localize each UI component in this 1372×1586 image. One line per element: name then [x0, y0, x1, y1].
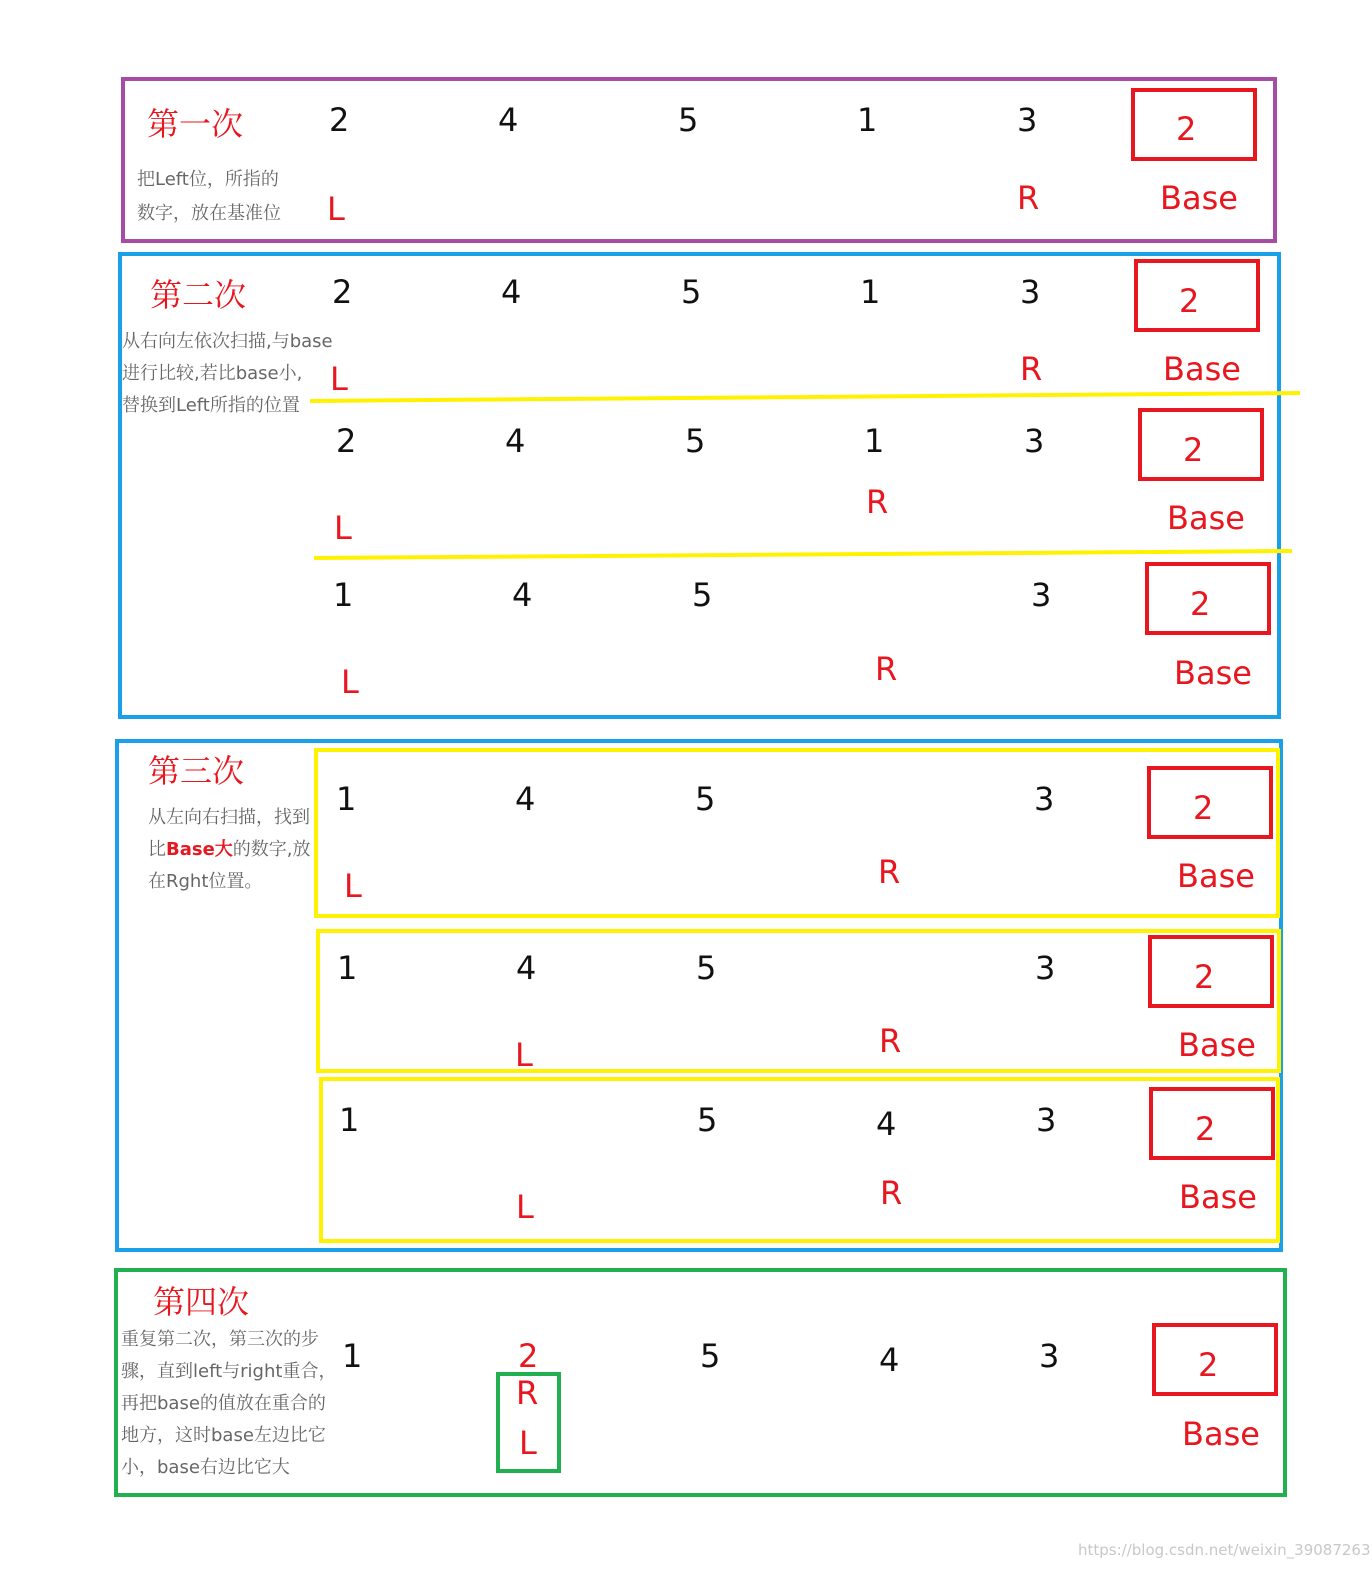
step2-row2-cell-1: 2 [336, 422, 357, 460]
step3-desc-line3: 在Rght位置。 [148, 871, 263, 892]
step2-row3-base-value: 2 [1190, 585, 1211, 623]
step3-desc-line1: 从左向右扫描，找到 [148, 807, 310, 828]
step3-row1-right-pointer: R [878, 853, 901, 891]
step4-desc-line5: 小，base右边比它大 [121, 1457, 290, 1478]
watermark: https://blog.csdn.net/weixin_39087263 [1078, 1541, 1371, 1559]
step3-row3-base-value: 2 [1195, 1110, 1216, 1148]
step3-row3-right-pointer: R [880, 1174, 903, 1212]
step1-base-value: 2 [1176, 110, 1197, 148]
step4-left-pointer: L [519, 1424, 537, 1462]
step1-cell-5: 3 [1017, 101, 1038, 139]
step4-cell-2: 2 [518, 1337, 539, 1375]
step2-row1-base-value: 2 [1179, 282, 1200, 320]
step3-row2-cell-5: 3 [1035, 949, 1056, 987]
step2-row3-right-pointer: R [875, 650, 898, 688]
step3-row3-left-pointer: L [516, 1188, 534, 1226]
step4-desc-line4: 地方，这时base左边比它 [121, 1425, 326, 1446]
step2-row1-right-pointer: R [1020, 350, 1043, 388]
step4-desc-line1: 重复第二次，第三次的步 [121, 1329, 319, 1350]
step2-row1-left-pointer: L [330, 360, 348, 398]
step4-base-label: Base [1182, 1415, 1260, 1453]
step4-cell-3: 5 [700, 1337, 721, 1375]
step2-row2-right-pointer: R [866, 483, 889, 521]
step2-row3-cell-3: 5 [692, 576, 713, 614]
step3-title: 第三次 [148, 752, 245, 790]
step2-row1-base-label: Base [1163, 350, 1241, 388]
step1-cell-2: 4 [498, 101, 519, 139]
step3-row2-frame [316, 929, 1281, 1073]
step2-row3-cell-5: 3 [1031, 576, 1052, 614]
step3-row1-base-label: Base [1177, 857, 1255, 895]
step1-base-label: Base [1160, 179, 1238, 217]
step3-row3-cell-4: 4 [876, 1105, 897, 1143]
step2-separator-2 [314, 551, 1292, 558]
step2-row2-cell-2: 4 [505, 422, 526, 460]
step2-row2-base-value: 2 [1183, 431, 1204, 469]
step3-row1-cell-5: 3 [1034, 780, 1055, 818]
step4-base-value: 2 [1198, 1346, 1219, 1384]
step3-row2-cell-2: 4 [516, 949, 537, 987]
step2-row1-cell-4: 1 [860, 273, 881, 311]
step2-row3-cell-1: 1 [333, 576, 354, 614]
step2-desc-line2: 进行比较,若比base小, [122, 363, 303, 384]
step1-cell-4: 1 [857, 101, 878, 139]
step3-row3-base-label: Base [1179, 1178, 1257, 1216]
step3-row3-frame [319, 1077, 1280, 1243]
step3-row2-base-value: 2 [1194, 958, 1215, 996]
step3-row1-left-pointer: L [344, 867, 362, 905]
step2-separator-1 [310, 393, 1300, 401]
step3-row2-left-pointer: L [515, 1036, 533, 1074]
step1-cell-1: 2 [329, 101, 350, 139]
step2-row2-cell-4: 1 [864, 422, 885, 460]
step3-row3-cell-3: 5 [697, 1101, 718, 1139]
step3-desc-line2-b: 的数字,放 [232, 839, 311, 860]
step1-title: 第一次 [147, 105, 244, 143]
step2-row3-cell-2: 4 [512, 576, 533, 614]
step3-desc-line2-a: 比 [148, 839, 166, 860]
step3-row1-base-value: 2 [1193, 789, 1214, 827]
step4-desc-line2: 骤，直到left与right重合， [121, 1361, 337, 1382]
step2-row3-base-label: Base [1174, 654, 1252, 692]
step3-desc-highlight: Base大 [166, 839, 233, 860]
step3-row2-right-pointer: R [879, 1022, 902, 1060]
step3-row1-cell-3: 5 [695, 780, 716, 818]
step2-title: 第二次 [150, 276, 247, 314]
step4-desc-line3: 再把base的值放在重合的 [121, 1393, 326, 1414]
step2-desc-line1: 从右向左依次扫描,与base [122, 331, 333, 352]
step3-row1-cell-2: 4 [515, 780, 536, 818]
step3-row1-cell-1: 1 [336, 780, 357, 818]
step4-right-pointer: R [516, 1374, 539, 1412]
step1-right-pointer: R [1017, 179, 1040, 217]
step2-row2-base-label: Base [1167, 499, 1245, 537]
step1-desc-line1: 把Left位，所指的 [137, 169, 279, 190]
step1-cell-3: 5 [678, 101, 699, 139]
step4-cell-5: 3 [1039, 1337, 1060, 1375]
step3-row3-cell-1: 1 [339, 1101, 360, 1139]
step2-row1-cell-2: 4 [501, 273, 522, 311]
step3-row1-frame [314, 748, 1280, 918]
step1-left-pointer: L [327, 190, 345, 228]
step2-row2-cell-3: 5 [685, 422, 706, 460]
step3-row2-cell-1: 1 [337, 949, 358, 987]
step2-row2-left-pointer: L [334, 509, 352, 547]
step3-row2-cell-3: 5 [696, 949, 717, 987]
step2-row3-left-pointer: L [341, 663, 359, 701]
step2-desc-line3: 替换到Left所指的位置 [122, 395, 300, 416]
step2-row1-cell-1: 2 [332, 273, 353, 311]
step2-row2-cell-5: 3 [1024, 422, 1045, 460]
step4-cell-4: 4 [879, 1341, 900, 1379]
step3-desc-line2 [148, 834, 311, 866]
step1-desc-line2: 数字，放在基准位 [137, 203, 281, 224]
step3-row2-base-label: Base [1178, 1026, 1256, 1064]
step3-row3-cell-5: 3 [1036, 1101, 1057, 1139]
step4-cell-1: 1 [342, 1337, 363, 1375]
step4-title: 第四次 [153, 1283, 250, 1321]
step2-row1-cell-3: 5 [681, 273, 702, 311]
step2-row1-cell-5: 3 [1020, 273, 1041, 311]
